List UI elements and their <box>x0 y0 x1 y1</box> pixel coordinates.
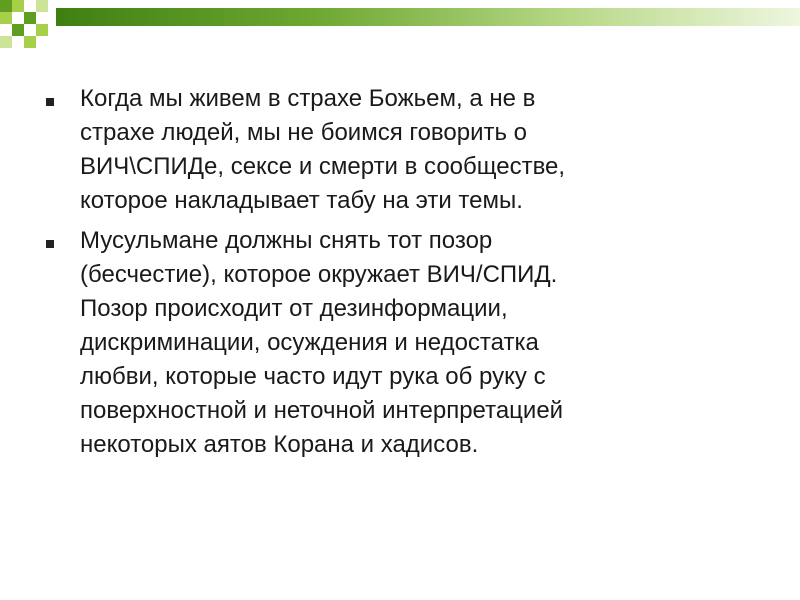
decor-square <box>0 0 12 12</box>
decor-square <box>0 12 12 24</box>
bullet-item <box>40 82 760 218</box>
square-bullet-icon <box>46 240 54 248</box>
bullet-list <box>40 82 760 468</box>
bullet-item <box>40 224 760 462</box>
decor-square <box>12 24 24 36</box>
header-gradient-bar <box>56 8 800 26</box>
square-bullet-icon <box>46 98 54 106</box>
decor-square <box>36 0 48 12</box>
decor-square <box>36 24 48 36</box>
decor-square <box>12 0 24 12</box>
bullet-text: Когда мы живем в страхе Божьем, а не в страхе людей, мы не боимся говорить о ВИЧ\СПИДе, сексе и смерти в сообществе, которое накладывает табу на эти темы. <box>80 85 566 214</box>
bullet-text: Мусульмане должны снять тот позор (бесчестие), которое окружает ВИЧ/СПИД. Позор происходит от дезинформации, дискриминации, осуждения и недостатка любви, которые часто идут рука об руку с поверхностной и неточной интерпретацией некоторых аятов Корана и хадисов. <box>80 227 564 458</box>
decor-square <box>24 36 36 48</box>
decor-square <box>24 12 36 24</box>
decor-square <box>0 36 12 48</box>
